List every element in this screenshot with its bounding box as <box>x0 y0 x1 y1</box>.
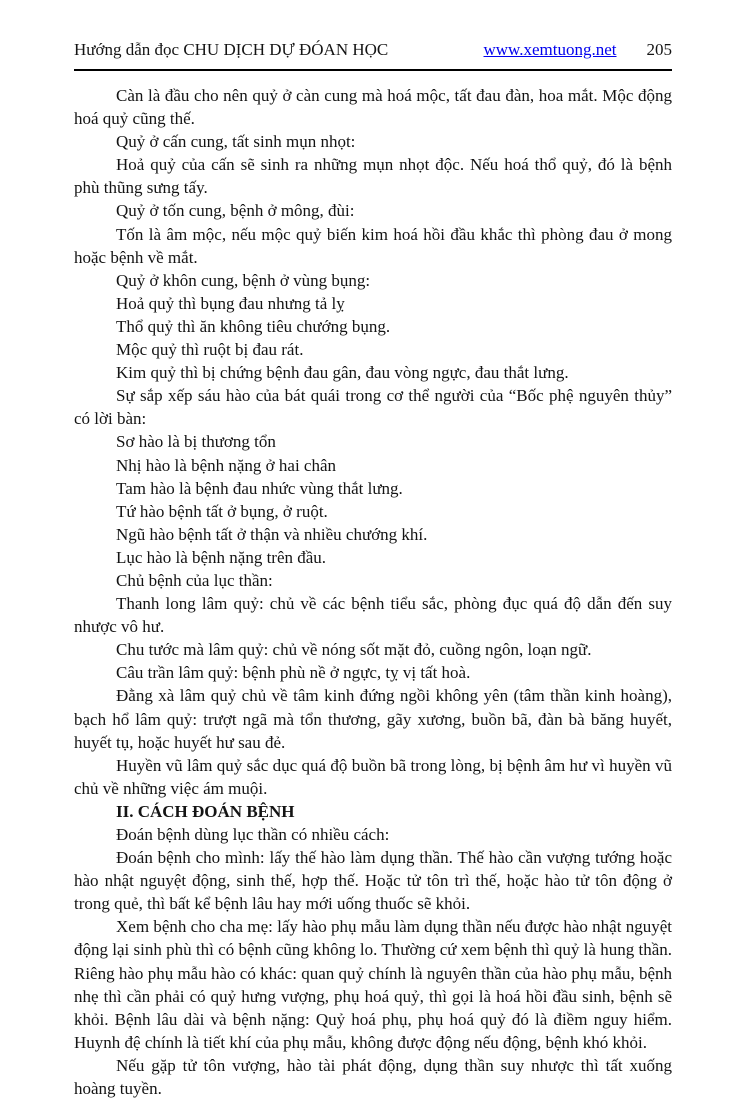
paragraph: Tứ hào bệnh tất ở bụng, ở ruột. <box>116 501 328 521</box>
paragraph: Chu tước mà lâm quỷ: chủ về nóng sốt mặt đỏ, cuồng ngôn, loạn ngữ. <box>116 640 592 660</box>
header-right <box>484 40 673 60</box>
paragraph: Đoán bệnh cho mình: lấy thế hào làm dụng thần. Thế hào cần vượng tướng hoặc hào nhật nguyệt động, sinh thế, hợp thế. Hoặc tử tôn trì thế, hoặc hào tử tôn động ở trong quẻ, thì bất kể bệnh lâu hay mới uống thuốc sẽ khỏi. <box>74 848 672 914</box>
paragraph: Hoả quỷ thì bụng đau nhưng tả lỵ <box>116 293 345 313</box>
page-header <box>74 40 672 71</box>
section-heading: II. CÁCH ĐOÁN BỆNH <box>116 801 295 821</box>
paragraph: Đằng xà lâm quỷ chủ về tâm kinh đứng ngồi không yên (tâm thần kinh hoàng), bạch hổ lâm quỷ: trượt ngã mà tổn thương, gãy xương, buồn bã, đàn bà băng huyết, huyết tụ, hoặc huyết hư sau đẻ. <box>74 686 672 752</box>
paragraph: Lục hào là bệnh nặng trên đầu. <box>116 547 327 567</box>
paragraph: Tam hào là bệnh đau nhức vùng thắt lưng. <box>116 478 403 498</box>
paragraph: Quỷ ở cấn cung, tất sinh mụn nhọt: <box>116 132 356 152</box>
paragraph: Quỷ ở khôn cung, bệnh ở vùng bụng: <box>116 270 371 290</box>
paragraph: Hoả quỷ của cấn sẽ sinh ra những mụn nhọt độc. Nếu hoá thổ quỷ, đó là bệnh phù thũng sưng tấy. <box>74 155 672 198</box>
paragraph: Càn là đầu cho nên quỷ ở càn cung mà hoá mộc, tất đau đàn, hoa mắt. Mộc động hoá quỷ cũng thế. <box>74 86 672 129</box>
paragraph: Sự sắp xếp sáu hào của bát quái trong cơ thể người của “Bốc phệ nguyên thủy” có lời bàn: <box>74 386 672 429</box>
paragraph: Kim quỷ thì bị chứng bệnh đau gân, đau vòng ngực, đau thắt lưng. <box>116 363 569 383</box>
website-link[interactable]: www.xemtuong.net <box>483 40 617 59</box>
paragraph: Quỷ ở tốn cung, bệnh ở mông, đùi: <box>116 201 355 221</box>
paragraph: Nhị hào là bệnh nặng ở hai chân <box>116 455 337 475</box>
header-title: Hướng dẫn đọc CHU DỊCH DỰ ĐÓAN HỌC <box>74 40 389 59</box>
paragraph: Thổ quỷ thì ăn không tiêu chướng bụng. <box>116 316 391 336</box>
paragraph: Nếu gặp tử tôn vượng, hào tài phát động, dụng thần suy nhược thì tất xuống hoàng tuyền. <box>74 1055 672 1099</box>
paragraph: Đoán bệnh dùng lục thần có nhiều cách: <box>116 825 390 844</box>
paragraph: Ngũ hào bệnh tất ở thận và nhiều chướng khí. <box>116 524 428 544</box>
paragraph: Thanh long lâm quỷ: chủ về các bệnh tiểu sắc, phòng đục quá độ dẫn đến suy nhược vô hư. <box>74 594 672 637</box>
page-number: 205 <box>646 40 672 59</box>
paragraph: Sơ hào là bị thương tổn <box>116 432 276 452</box>
paragraph: Xem bệnh cho cha mẹ: lấy hào phụ mẫu làm dụng thần nếu được hào nhật nguyệt động lại sinh phù thì có bệnh cũng không lo. Thường cứ xem bệnh thì quỷ là hung thần. Riêng hào phụ mẫu hào có khác: quan quỷ chính là nguyên thần của hào phụ mẫu, bệnh nhẹ thì cần phải có quỷ hưng vượng, phụ hoá quỷ, thì gọi là hoá hồi đầu sinh, bệnh sẽ khỏi. Bệnh lâu dài và bệnh nặng: Quỷ hoá phụ, phụ hoá quỷ đó là điềm nguy hiểm. Huynh đệ chính là tiết khí của phụ mẫu, không được động nếu động, bệnh khó khỏi. <box>74 917 672 1052</box>
paragraph: Huyền vũ lâm quỷ sắc dục quá độ buồn bã trong lòng, bị bệnh âm hư vì huyền vũ chủ về những việc ám muội. <box>74 755 672 798</box>
paragraph: Mộc quỷ thì ruột bị đau rát. <box>116 340 304 360</box>
paragraph: Chủ bệnh của lục thần: <box>116 570 273 590</box>
paragraph: Câu trần lâm quỷ: bệnh phù nề ở ngực, tỵ vị tất hoà. <box>116 663 471 683</box>
paragraph: Tốn là âm mộc, nếu mộc quỷ biến kim hoá hồi đầu khắc thì phòng đau ở mong hoặc bệnh về mắt. <box>74 224 672 267</box>
body-text <box>74 84 672 1100</box>
